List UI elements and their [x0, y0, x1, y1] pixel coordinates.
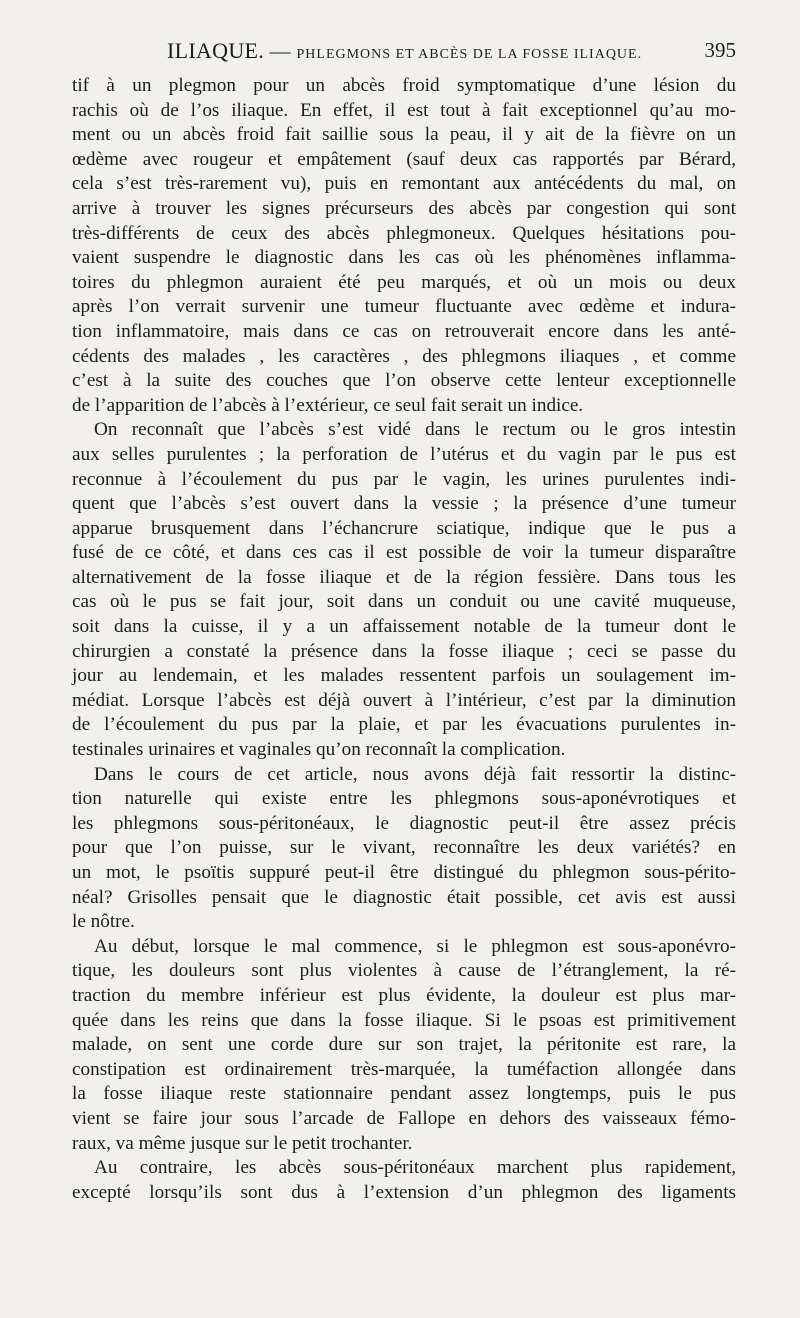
text-line: tion naturelle qui existe entre les phlegmons sous-aponévrotiques et: [72, 788, 736, 810]
text-line: raux, va même jusque sur le petit trochanter.: [72, 1132, 413, 1154]
text-line: arrive à trouver les signes précurseurs des abcès par congestion qui sont: [72, 197, 736, 219]
page-number: 395: [704, 38, 736, 62]
running-title-sub: PHLEGMONS ET ABCÈS DE LA FOSSE ILIAQUE.: [296, 47, 643, 62]
text-line: Dans le cours de cet article, nous avons déjà fait ressortir la distinc-: [94, 763, 736, 785]
text-line: traction du membre inférieur est plus évidente, la douleur est plus mar-: [72, 984, 736, 1006]
text-line: pour que l’on puisse, sur le vivant, reconnaître les deux variétés? en: [72, 837, 736, 859]
text-line: tique, les douleurs sont plus violentes à cause de l’étranglement, la ré-: [72, 960, 736, 982]
text-line: apparue brusquement dans l’échancrure sciatique, indique que le pus a: [72, 517, 736, 539]
text-line: la fosse iliaque reste stationnaire pendant assez longtemps, puis le pus: [72, 1083, 736, 1105]
running-title-dash: —: [264, 39, 297, 63]
text-line: ment ou un abcès froid fait saillie sous la peau, il y ait de la fièvre on un: [72, 124, 736, 146]
text-line: les phlegmons sous-péritonéaux, le diagnostic peut-il être assez précis: [72, 812, 736, 834]
text-line: médiat. Lorsque l’abcès est déjà ouvert à l’intérieur, c’est par la diminution: [72, 689, 736, 711]
text-line: constipation est ordinairement très-marquée, la tuméfaction allongée dans: [72, 1058, 736, 1080]
running-header: [72, 38, 736, 68]
text-line: vaient suspendre le diagnostic dans les cas où les phénomènes inflamma-: [72, 247, 736, 269]
text-line: rachis où de l’os iliaque. En effet, il est tout à fait exceptionnel qu’au mo-: [72, 99, 736, 121]
text-line: de l’apparition de l’abcès à l’extérieur, ce seul fait serait un indice.: [72, 394, 584, 416]
text-line: chirurgien a constaté la présence dans la fosse iliaque ; ceci se passe du: [72, 640, 736, 662]
text-line: tion inflammatoire, mais dans ce cas on retrouverait encore dans les anté-: [72, 320, 736, 342]
text-line: jour au lendemain, et les malades ressentent parfois un soulagement im-: [72, 665, 736, 687]
text-line: très-différents de ceux des abcès phlegmoneux. Quelques hésitations pou-: [72, 222, 736, 244]
text-line: quée dans les reins que dans la fosse iliaque. Si le psoas est primitivement: [72, 1009, 736, 1031]
text-line: tif à un plegmon pour un abcès froid symptomatique d’une lésion du: [72, 75, 736, 96]
text-line: œdème avec rougeur et empâtement (sauf deux cas rapportés par Bérard,: [72, 148, 736, 170]
text-line: cela s’est très-rarement vu), puis en remontant aux antécédents du mal, on: [72, 173, 736, 195]
text-line: Au début, lorsque le mal commence, si le phlegmon est sous-aponévro-: [94, 935, 736, 957]
text-line: malade, on sent une corde dure sur son trajet, la péritonite est rare, la: [72, 1034, 736, 1056]
text-line: fusé de ce côté, et dans ces cas il est possible de voir la tumeur disparaître: [72, 542, 736, 564]
text-line: c’est à la suite des couches que l’on observe cette lenteur exceptionnelle: [72, 370, 736, 392]
text-line: néal? Grisolles pensait que le diagnostic était possible, cet avis est aussi: [72, 886, 736, 908]
text-line: toires du phlegmon auraient été peu marqués, et où un mois ou deux: [72, 271, 736, 293]
text-line: aux selles purulentes ; la perforation de l’utérus et du vagin par le pus est: [72, 443, 736, 465]
text-line: On reconnaît que l’abcès s’est vidé dans le rectum ou le gros intestin: [94, 419, 736, 441]
running-title: [167, 38, 642, 64]
text-line: alternativement de la fosse iliaque et de la région fessière. Dans tous les: [72, 566, 736, 588]
text-line: quent que l’abcès s’est ouvert dans la vessie ; la présence d’une tumeur: [72, 493, 736, 515]
text-line: reconnue à l’écoulement du pus par le vagin, les urines purulentes indi-: [72, 468, 736, 490]
text-line: excepté lorsqu’ils sont dus à l’extension d’un phlegmon des ligaments: [72, 1181, 736, 1203]
text-line: de l’écoulement du pus par la plaie, et par les évacuations purulentes in-: [72, 714, 736, 736]
text-line: un mot, le psoïtis suppuré peut-il être distingué du phlegmon sous-périto-: [72, 862, 736, 883]
text-line: soit dans la cuisse, il y a un affaissement notable de la tumeur dont le: [72, 616, 736, 638]
text-line: Au contraire, les abcès sous-péritonéaux marchent plus rapidement,: [94, 1157, 736, 1179]
text-line: testinales urinaires et vaginales qu’on reconnaît la complication.: [72, 739, 566, 761]
running-title-main: ILIAQUE.: [167, 38, 265, 63]
text-line: le nôtre.: [72, 911, 135, 933]
body-text: [72, 74, 736, 1205]
text-line: après l’on verrait survenir une tumeur fluctuante avec œdème et indura-: [72, 296, 736, 318]
text-line: cédents des malades , les caractères , des phlegmons iliaques , et comme: [72, 345, 736, 367]
text-line: cas où le pus se fait jour, soit dans un conduit ou une cavité muqueuse,: [72, 591, 736, 613]
text-line: vient se faire jour sous l’arcade de Fallope en dehors des vaisseaux fémo-: [72, 1107, 736, 1129]
